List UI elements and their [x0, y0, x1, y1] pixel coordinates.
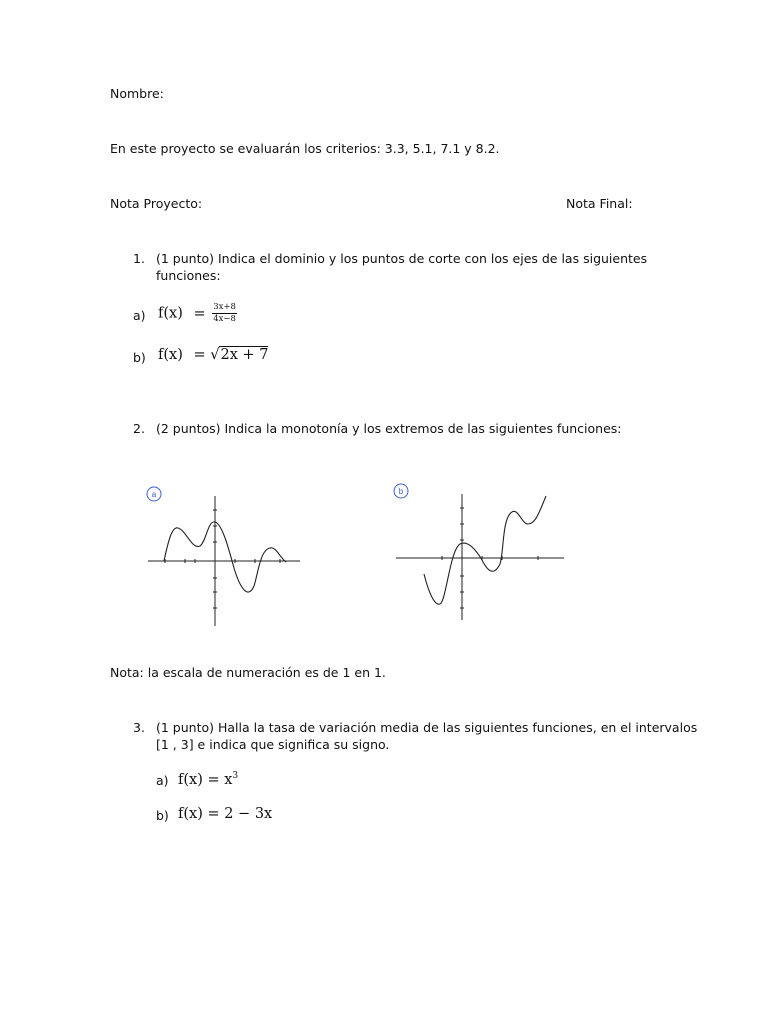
q1-line1: (1 punto) Indica el dominio y los puntos de corte con los ejes de las siguientes	[156, 251, 648, 266]
q1-a-lhs: f(x)	[158, 305, 183, 322]
q1-b-radical	[210, 347, 268, 363]
q1-a-denominator: 4x−8	[213, 314, 236, 324]
q3-a-exponent: 3	[232, 771, 239, 781]
q1-b-lhs: f(x)	[158, 347, 183, 363]
q1-b-label: b)	[133, 350, 146, 365]
q3-a-expr: f(x) = x	[178, 771, 233, 788]
q1-a-eq: =	[193, 305, 206, 322]
q1-b-eq: =	[193, 347, 206, 363]
q2-note: Nota: la escala de numeración es de 1 en 1.	[110, 665, 386, 680]
nota-proyecto-label: Nota Proyecto:	[110, 196, 203, 211]
q2-number: 2.	[133, 421, 145, 436]
graph-b-badge-label: b	[398, 487, 404, 496]
q3-line1: (1 punto) Halla la tasa de variación media de las siguientes funciones, en el intervalos	[156, 720, 698, 735]
graph-b-curve	[424, 496, 546, 604]
graph-a	[140, 482, 310, 630]
graph-a-axes	[148, 496, 300, 626]
graph-a-curve	[164, 522, 286, 592]
q3-b-label: b)	[156, 808, 169, 823]
q1-a-fraction	[212, 302, 237, 325]
graph-a-badge	[147, 487, 161, 501]
q3-number: 3.	[133, 720, 145, 735]
q3-b-formula: f(x) = 2 − 3x	[178, 806, 273, 822]
q3-a-label: a)	[156, 773, 169, 788]
intro-text: En este proyecto se evaluarán los criterios: 3.3, 5.1, 7.1 y 8.2.	[110, 141, 500, 156]
q1-number: 1.	[133, 251, 145, 266]
q1-b-formula	[158, 347, 268, 363]
graph-a-badge-label: a	[151, 490, 157, 499]
q2-text: (2 puntos) Indica la monotonía y los extremos de las siguientes funciones:	[156, 421, 622, 436]
q1-b-root-sign: √	[210, 347, 220, 363]
q3-a-formula	[178, 771, 238, 788]
graph-b	[388, 480, 573, 630]
nombre-label: Nombre:	[110, 86, 164, 101]
q1-line2: funciones:	[156, 268, 221, 283]
q1-a-numerator: 3x+8	[213, 302, 236, 312]
q1-b-radicand: 2x + 7	[220, 347, 269, 363]
q1-a-label: a)	[133, 308, 146, 323]
q1-a-formula	[158, 302, 237, 325]
graph-b-badge	[394, 484, 408, 498]
q3-line2: [1 , 3] e indica que significa su signo.	[156, 737, 390, 752]
nota-final-label: Nota Final:	[566, 196, 633, 211]
graph-a-ticks	[165, 510, 280, 608]
